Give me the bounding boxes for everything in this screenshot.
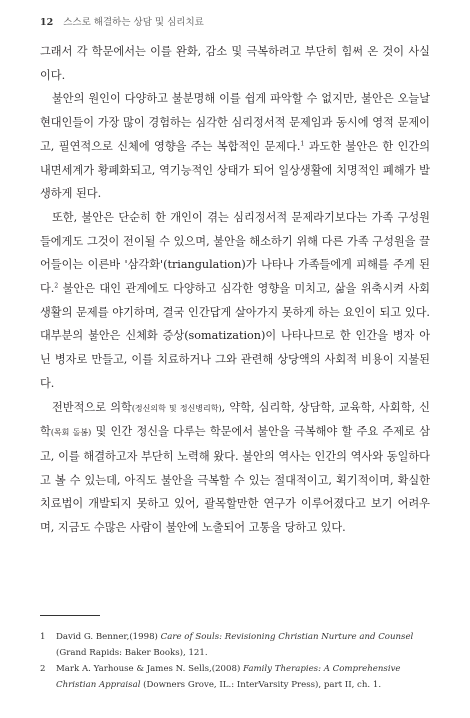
footnote-2 — [40, 661, 430, 693]
paragraph-4-part-a: 전반적으로 의학 — [52, 400, 132, 414]
paragraph-4-small-b: (목회 돌봄) — [50, 428, 92, 438]
footnote-publisher: (Downers Grove, IL.: InterVarsity Press), part II, ch. 1. — [140, 680, 382, 690]
paragraph-3 — [40, 206, 430, 396]
paragraph-4-small-a: (정신의학 및 정신병리학) — [131, 403, 222, 413]
paragraph-3-text: 또한, 불안은 단순히 한 개인이 겪는 심리정서적 문제라기보다는 가족 구성원들에게도 그것이 전이될 수 있으며, 불안을 해소하기 위해 다른 가족 구성원을 끌어들이는 이른바 '삼각화'(triangulation)가 나타나 가족들에게 피해를 주게 된다. — [40, 210, 430, 296]
paragraph-4-part-b: , 약학, 심리학, 상담학, 교육학, 사회학, 신학 — [40, 400, 430, 439]
footnote-text — [56, 661, 430, 693]
footnote-number: 2 — [40, 664, 46, 674]
paragraph-4-part-c: 및 인간 정신을 다루는 학문에서 불안을 극복해야 할 주요 주제로 삼고, 이를 해결하고자 부단히 노력해 왔다. 불안의 역사는 인간의 역사와 동일하다고 볼 수 있는데, 아직도 불안을 극복할 수 있는 절대적이고, 획기적이며, 확실한 치료법이 개발되지 못하고 있어, 괄목할만한 연구가 이루어졌다고 보기 어려우며, 지금도 수많은 사람이 불안에 노출되어 고통을 당하고 있다. — [40, 425, 430, 535]
footnote-1 — [40, 629, 430, 661]
footnote-text — [56, 629, 430, 661]
footnote-ref-2[interactable]: 2 — [54, 282, 59, 290]
footnote-ref-1[interactable]: 1 — [300, 140, 305, 148]
footnote-number: 1 — [40, 632, 46, 642]
body-text — [40, 40, 430, 540]
footnote-author: Mark A. Yarhouse & James N. Sells,(2008) — [56, 664, 244, 674]
paragraph-3-text-after: 불안은 대인 관계에도 다양하고 심각한 영향을 미치고, 삶을 위축시켜 사회생활의 문제를 야기하며, 결국 인간답게 살아가지 못하게 하는 요인이 되고 있다. 대부분의 불안은 신체화 증상(somatization)이 나타나므로 한 인간을 병자 아닌 병자로 만들고, 이를 치료하거나 그와 관련해 상당액의 사회적 비용이 지불된다. — [40, 282, 430, 390]
running-header — [40, 14, 430, 32]
footnote-title: Family Therapies: A Comprehensive Christian Appraisal — [56, 664, 401, 690]
footnote-author: David G. Benner,(1998) — [56, 632, 161, 642]
paragraph-2 — [40, 87, 430, 206]
running-title: 스스로 해결하는 상담 및 심리치료 — [63, 17, 204, 28]
paragraph-2-text-after: 과도한 불안은 한 인간의 내면세계가 황폐화되고, 역기능적인 상태가 되어 일상생활에 치명적인 폐해가 발생하게 된다. — [40, 139, 430, 201]
footnote-publisher: (Grand Rapids: Baker Books), 121. — [56, 648, 208, 658]
footnote-title: Care of Souls: Revisioning Christian Nurture and Counsel — [160, 632, 414, 642]
footnote-divider — [40, 615, 100, 616]
paragraph-4 — [40, 396, 430, 540]
footnotes — [40, 629, 430, 693]
paragraph-1: 그래서 각 학문에서는 이를 완화, 감소 및 극복하려고 부단히 힘써 온 것이 사실이다. — [40, 45, 430, 82]
paragraph-2-text: 불안의 원인이 다양하고 불분명해 이를 쉽게 파악할 수 없지만, 불안은 오늘날 현대인들이 가장 많이 경험하는 심각한 심리정서적 문제임과 동시에 영적 문제이고, 필연적으로 신체에 영향을 주는 복합적인 문제다. — [40, 92, 430, 153]
page-number: 12 — [40, 17, 54, 28]
